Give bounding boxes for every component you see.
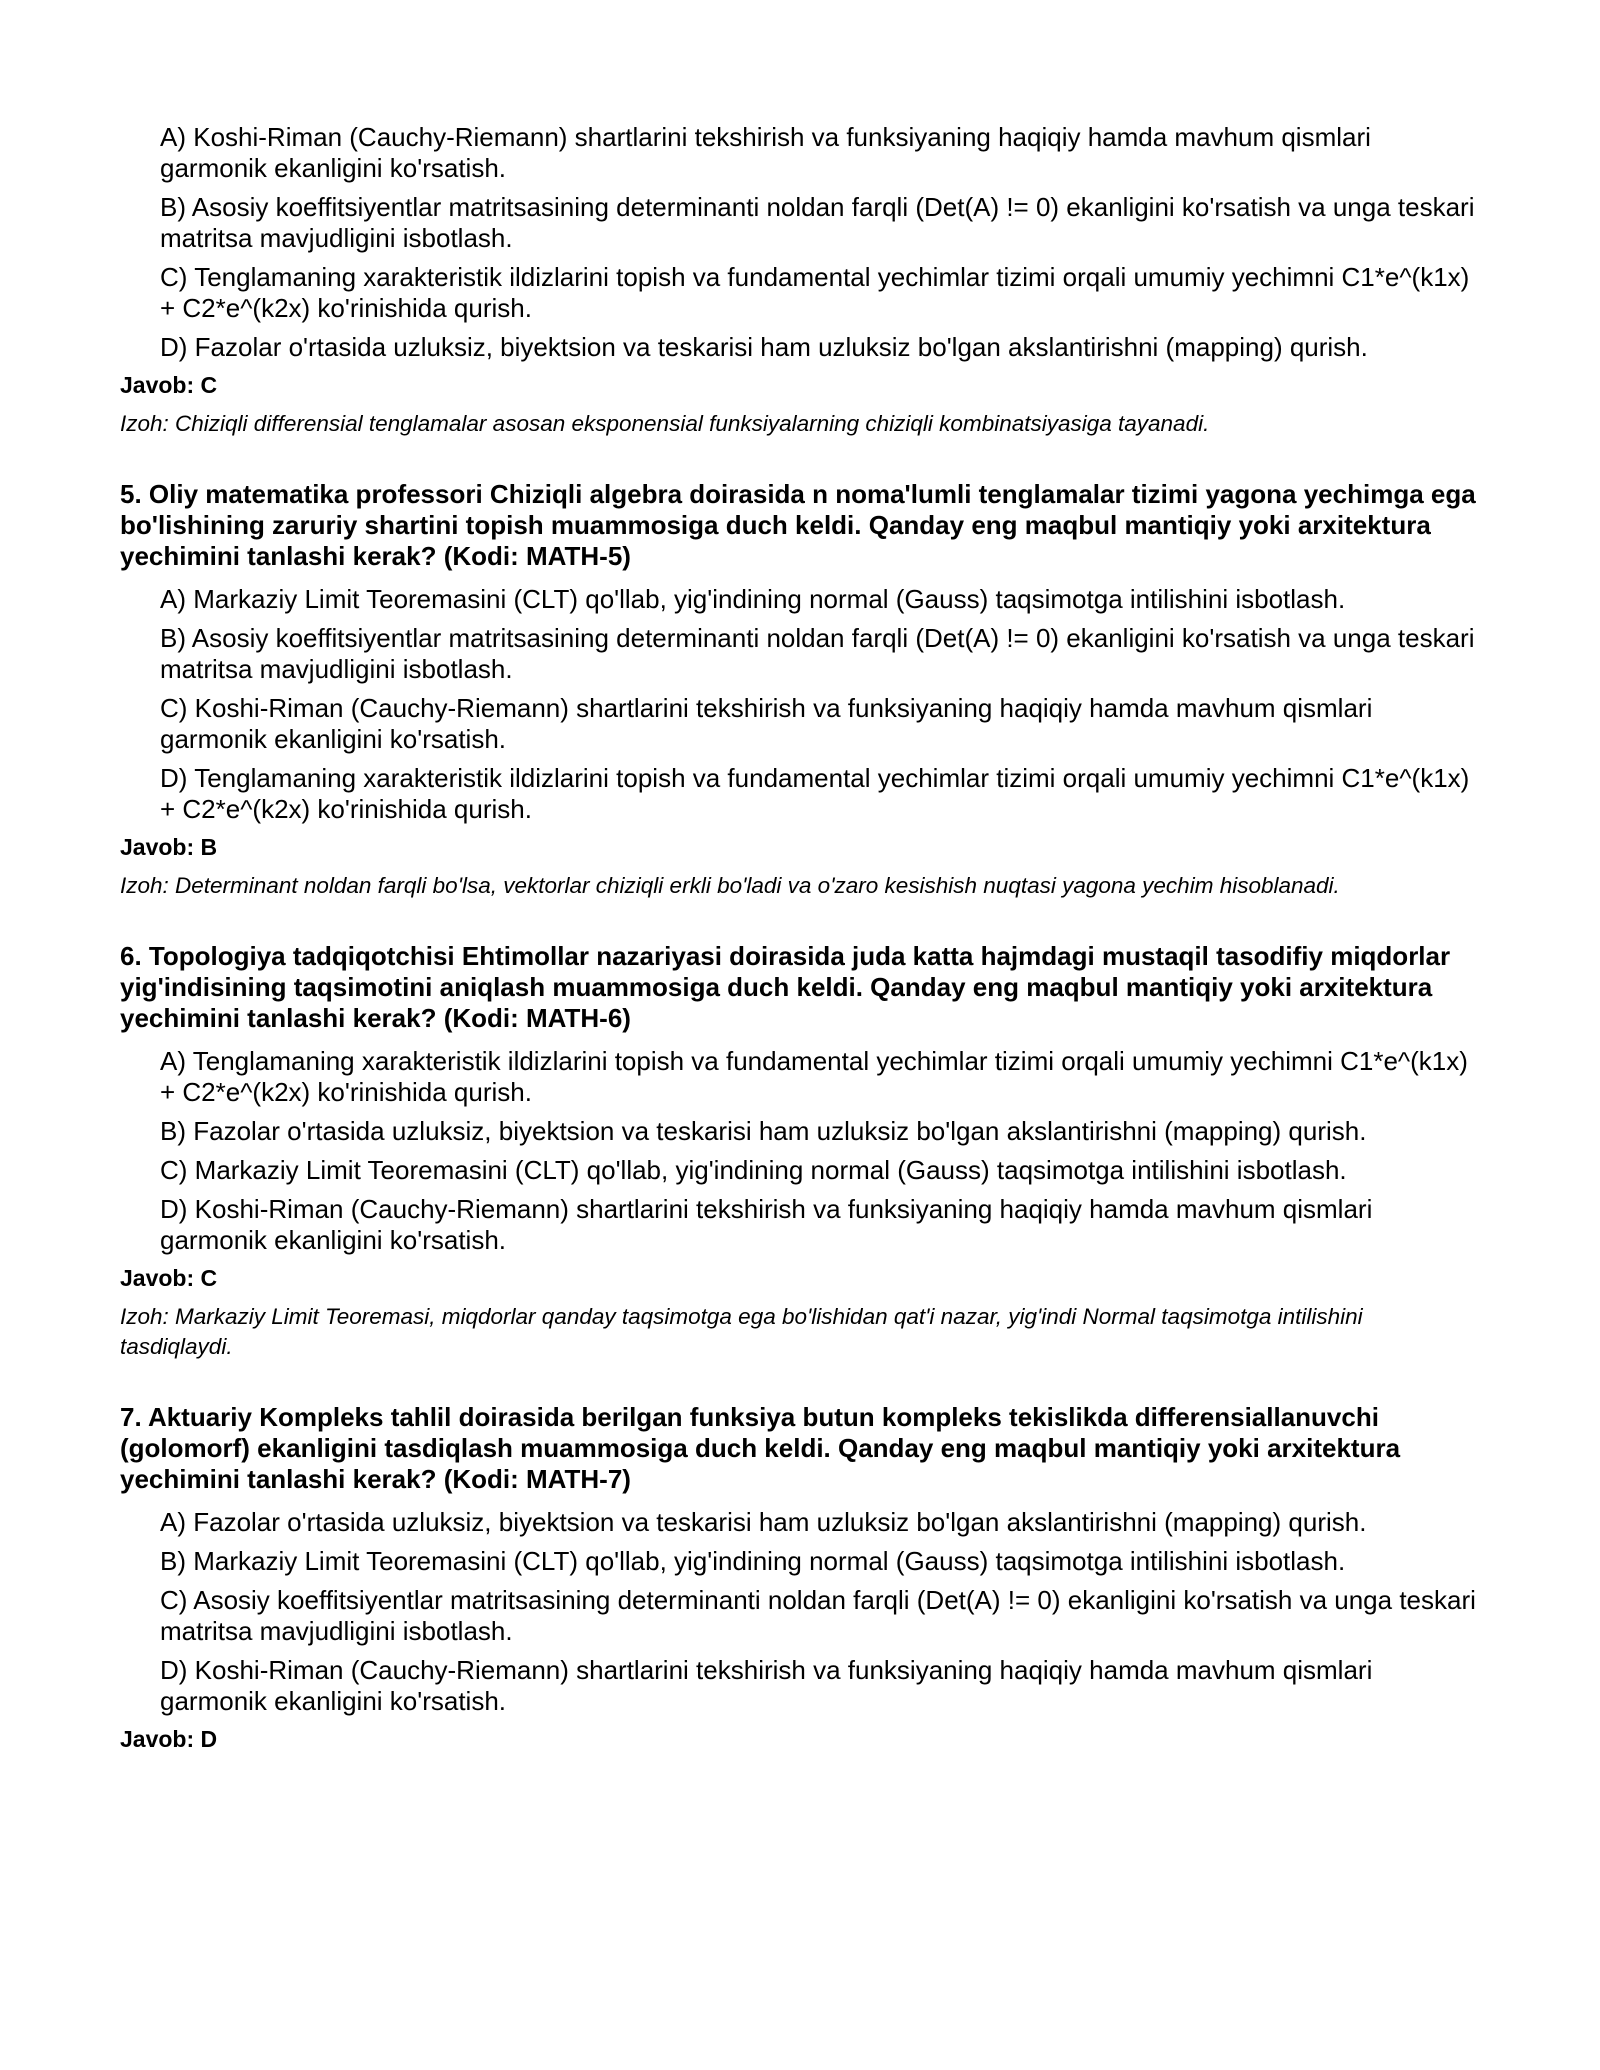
option-d: D) Koshi-Riman (Cauchy-Riemann) shartlarini tekshirish va funksiyaning haqiqiy hamda mavhum qismlari garmonik ekanligini ko'rsatish. [160, 1194, 1373, 1255]
option-b: B) Asosiy koeffitsiyentlar matritsasining determinanti noldan farqli (Det(A) != 0) ekanligini ko'rsatish va unga teskari matritsa mavjudligini isbotlash. [160, 623, 1475, 684]
question-block-5 [120, 479, 1480, 901]
answer-label: Javob: D [120, 1726, 218, 1752]
explanation-note: Izoh: Markaziy Limit Teoremasi, miqdorlar qanday taqsimotga ega bo'lishidan qat'i nazar, yig'indi Normal taqsimotga intilishini tasdiqlaydi. [120, 1304, 1363, 1359]
document-content [120, 122, 1480, 1753]
option-a: A) Koshi-Riman (Cauchy-Riemann) shartlarini tekshirish va funksiyaning haqiqiy hamda mavhum qismlari garmonik ekanligini ko'rsatish. [160, 122, 1371, 183]
option-a: A) Tenglamaning xarakteristik ildizlarini topish va fundamental yechimlar tizimi orqali umumiy yechimni C1*e^(k1x) + C2*e^(k2x) ko'rinishida qurish. [160, 1046, 1468, 1107]
option-d: D) Fazolar o'rtasida uzluksiz, biyektsion va teskarisi ham uzluksiz bo'lgan akslantirishni (mapping) qurish. [160, 332, 1368, 362]
option-c: C) Asosiy koeffitsiyentlar matritsasining determinanti noldan farqli (Det(A) != 0) ekanligini ko'rsatish va unga teskari matritsa mavjudligini isbotlash. [160, 1585, 1476, 1646]
options-list [160, 1507, 1480, 1717]
option-d: D) Tenglamaning xarakteristik ildizlarini topish va fundamental yechimlar tizimi orqali umumiy yechimni C1*e^(k1x) + C2*e^(k2x) ko'rinishida qurish. [160, 763, 1470, 824]
question-block-7 [120, 1402, 1480, 1753]
option-c: C) Koshi-Riman (Cauchy-Riemann) shartlarini tekshirish va funksiyaning haqiqiy hamda mavhum qismlari garmonik ekanligini ko'rsatish. [160, 693, 1373, 754]
question-text: 5. Oliy matematika professori Chiziqli algebra doirasida n noma'lumli tenglamalar tizimi yagona yechimga ega bo'lishining zaruriy shartini topish muammosiga duch keldi. Qanday eng maqbul mantiqiy yoki arxitektura yechimini tanlashi kerak? (Kodi: MATH-5) [120, 479, 1476, 571]
option-c: C) Markaziy Limit Teoremasini (CLT) qo'llab, yig'indining normal (Gauss) taqsimotga intilishini isbotlash. [160, 1155, 1347, 1185]
answer-label: Javob: C [120, 1265, 218, 1291]
question-block-6 [120, 941, 1480, 1362]
option-a: A) Fazolar o'rtasida uzluksiz, biyektsion va teskarisi ham uzluksiz bo'lgan akslantirishni (mapping) qurish. [160, 1507, 1367, 1537]
options-list [160, 122, 1480, 363]
options-list [160, 584, 1480, 825]
explanation-note: Izoh: Chiziqli differensial tenglamalar asosan eksponensial funksiyalarning chiziqli kombinatsiyasiga tayanadi. [120, 411, 1210, 436]
answer-label: Javob: C [120, 372, 218, 398]
option-c: C) Tenglamaning xarakteristik ildizlarini topish va fundamental yechimlar tizimi orqali umumiy yechimni C1*e^(k1x) + C2*e^(k2x) ko'rinishida qurish. [160, 262, 1470, 323]
option-a: A) Markaziy Limit Teoremasini (CLT) qo'llab, yig'indining normal (Gauss) taqsimotga intilishini isbotlash. [160, 584, 1346, 614]
question-text: 7. Aktuariy Kompleks tahlil doirasida berilgan funksiya butun kompleks tekislikda differensiallanuvchi (golomorf) ekanligini tasdiqlash muammosiga duch keldi. Qanday eng maqbul mantiqiy yoki arxitektura yechimini tanlashi kerak? (Kodi: MATH-7) [120, 1402, 1401, 1494]
question-text: 6. Topologiya tadqiqotchisi Ehtimollar nazariyasi doirasida juda katta hajmdagi mustaqil tasodifiy miqdorlar yig'indisining taqsimotini aniqlash muammosiga duch keldi. Qanday eng maqbul mantiqiy yoki arxitektura yechimini tanlashi kerak? (Kodi: MATH-6) [120, 941, 1451, 1033]
option-d: D) Koshi-Riman (Cauchy-Riemann) shartlarini tekshirish va funksiyaning haqiqiy hamda mavhum qismlari garmonik ekanligini ko'rsatish. [160, 1655, 1373, 1716]
option-b: B) Asosiy koeffitsiyentlar matritsasining determinanti noldan farqli (Det(A) != 0) ekanligini ko'rsatish va unga teskari matritsa mavjudligini isbotlash. [160, 192, 1475, 253]
options-list [160, 1046, 1480, 1256]
explanation-note: Izoh: Determinant noldan farqli bo'lsa, vektorlar chiziqli erkli bo'ladi va o'zaro kesishish nuqtasi yagona yechim hisoblanadi. [120, 873, 1340, 898]
option-b: B) Markaziy Limit Teoremasini (CLT) qo'llab, yig'indining normal (Gauss) taqsimotga intilishini isbotlash. [160, 1546, 1346, 1576]
answer-label: Javob: B [120, 834, 218, 860]
option-b: B) Fazolar o'rtasida uzluksiz, biyektsion va teskarisi ham uzluksiz bo'lgan akslantirishni (mapping) qurish. [160, 1116, 1367, 1146]
question-block-4 [120, 122, 1480, 439]
